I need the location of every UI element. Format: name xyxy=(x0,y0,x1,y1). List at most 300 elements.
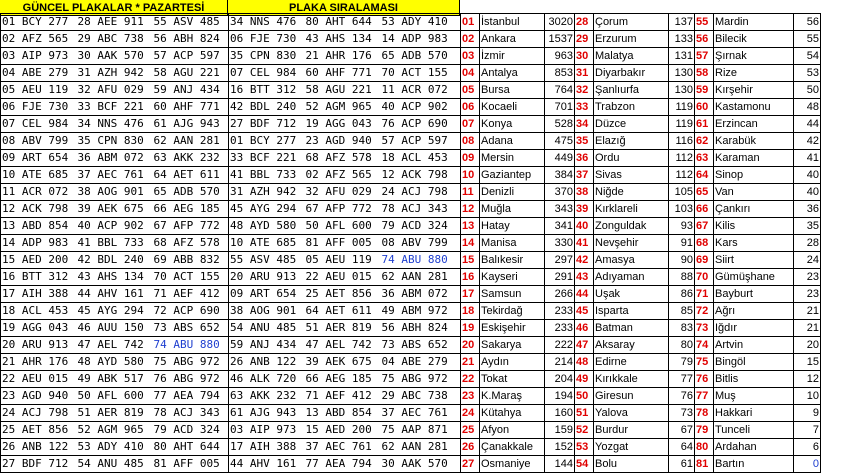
plate-count[interactable]: 103 xyxy=(669,201,695,218)
plate-cell[interactable]: 08 ABV 799 xyxy=(1,133,77,150)
plate-cell[interactable]: 36 ABM 072 xyxy=(381,286,461,303)
plate-cell[interactable]: 42 BDL 240 xyxy=(229,99,305,116)
plate-cell[interactable]: 10 ATE 685 xyxy=(229,235,305,252)
plate-count[interactable]: 112 xyxy=(669,150,695,167)
plate-count[interactable]: 77 xyxy=(669,371,695,388)
plate-cell[interactable]: 55 ASV 485 xyxy=(229,252,305,269)
plate-count[interactable]: 35 xyxy=(794,218,821,235)
plate-cell[interactable]: 41 BBL 733 xyxy=(77,235,153,252)
city-name[interactable]: Çankırı xyxy=(714,201,794,218)
city-name[interactable]: Ardahan xyxy=(714,439,794,456)
plate-cell[interactable]: 25 AET 856 xyxy=(305,286,381,303)
plate-cell[interactable]: 27 BDF 712 xyxy=(1,456,77,473)
plate-cell[interactable]: 28 AEE 911 xyxy=(77,14,153,31)
plate-count[interactable]: 42 xyxy=(794,133,821,150)
plate-cell[interactable]: 08 ABV 799 xyxy=(381,235,461,252)
plate-cell[interactable]: 40 ACP 902 xyxy=(77,218,153,235)
plate-count[interactable]: 93 xyxy=(669,218,695,235)
city-name[interactable]: Trabzon xyxy=(594,99,669,116)
plate-cell[interactable]: 61 AJG 943 xyxy=(153,116,229,133)
city-name[interactable]: İstanbul xyxy=(480,14,545,31)
plate-cell[interactable]: 72 ACP 690 xyxy=(153,303,229,320)
city-name[interactable]: Hakkari xyxy=(714,405,794,422)
plate-cell[interactable]: 07 CEL 984 xyxy=(1,116,77,133)
plate-cell[interactable]: 42 BDL 240 xyxy=(77,252,153,269)
plate-count[interactable]: 9 xyxy=(794,405,821,422)
plate-cell[interactable]: 77 AEA 794 xyxy=(153,388,229,405)
plate-count[interactable]: 50 xyxy=(794,82,821,99)
plate-cell[interactable]: 20 ARU 913 xyxy=(229,269,305,286)
plate-cell[interactable]: 33 BCF 221 xyxy=(229,150,305,167)
plate-count[interactable]: 36 xyxy=(794,201,821,218)
plate-count[interactable]: 449 xyxy=(545,150,575,167)
plate-cell[interactable]: 11 ACR 072 xyxy=(381,82,461,99)
city-name[interactable]: Siirt xyxy=(714,252,794,269)
city-name[interactable]: Bitlis xyxy=(714,371,794,388)
city-name[interactable]: Gaziantep xyxy=(480,167,545,184)
plate-cell[interactable]: 60 AHF 771 xyxy=(305,65,381,82)
plate-count[interactable]: 222 xyxy=(545,337,575,354)
plate-cell[interactable]: 57 ACP 597 xyxy=(153,48,229,65)
plate-cell[interactable]: 35 CPN 830 xyxy=(77,133,153,150)
city-name[interactable]: Denizli xyxy=(480,184,545,201)
plate-count[interactable]: 194 xyxy=(545,388,575,405)
plate-cell[interactable]: 64 AET 611 xyxy=(305,303,381,320)
plate-cell[interactable]: 32 AFU 029 xyxy=(77,82,153,99)
city-name[interactable]: Elazığ xyxy=(594,133,669,150)
city-name[interactable]: Sivas xyxy=(594,167,669,184)
city-name[interactable]: Kırıkkale xyxy=(594,371,669,388)
city-name[interactable]: Kayseri xyxy=(480,269,545,286)
plate-cell[interactable]: 56 ABH 824 xyxy=(381,320,461,337)
plate-cell[interactable]: 52 AGM 965 xyxy=(305,99,381,116)
plate-count[interactable]: 24 xyxy=(794,252,821,269)
city-name[interactable]: Osmaniye xyxy=(480,456,545,473)
plate-cell[interactable]: 74 ABU 880 xyxy=(153,337,229,354)
plate-cell[interactable]: 80 AHT 644 xyxy=(153,439,229,456)
plate-cell[interactable]: 53 ADY 410 xyxy=(77,439,153,456)
plate-count[interactable]: 7 xyxy=(794,422,821,439)
plate-count[interactable]: 88 xyxy=(669,269,695,286)
plate-cell[interactable]: 66 AEG 185 xyxy=(305,371,381,388)
city-name[interactable]: Van xyxy=(714,184,794,201)
plate-count[interactable]: 21 xyxy=(794,320,821,337)
plate-cell[interactable]: 69 ABB 832 xyxy=(153,252,229,269)
city-name[interactable]: Mersin xyxy=(480,150,545,167)
plate-cell[interactable]: 62 AAN 281 xyxy=(381,269,461,286)
plate-count[interactable]: 15 xyxy=(794,354,821,371)
plate-cell[interactable]: 57 ACP 597 xyxy=(381,133,461,150)
plate-cell[interactable]: 78 ACJ 343 xyxy=(381,201,461,218)
city-name[interactable]: Batman xyxy=(594,320,669,337)
plate-cell[interactable]: 13 ABD 854 xyxy=(305,405,381,422)
plate-count[interactable]: 233 xyxy=(545,320,575,337)
plate-cell[interactable]: 05 AEU 119 xyxy=(305,252,381,269)
plate-cell[interactable]: 50 AFL 600 xyxy=(305,218,381,235)
plate-cell[interactable]: 04 ABE 279 xyxy=(381,354,461,371)
city-name[interactable]: Malatya xyxy=(594,48,669,65)
plate-cell[interactable]: 19 AGG 043 xyxy=(1,320,77,337)
plate-count[interactable]: 79 xyxy=(669,354,695,371)
plate-count[interactable]: 40 xyxy=(794,184,821,201)
city-name[interactable]: Giresun xyxy=(594,388,669,405)
city-name[interactable]: Gümüşhane xyxy=(714,269,794,286)
plate-cell[interactable]: 10 ATE 685 xyxy=(1,167,77,184)
plate-cell[interactable]: 36 ABM 072 xyxy=(77,150,153,167)
plate-cell[interactable]: 65 ADB 570 xyxy=(381,48,461,65)
plate-count[interactable]: 214 xyxy=(545,354,575,371)
plate-cell[interactable]: 67 AFP 772 xyxy=(153,218,229,235)
plate-cell[interactable]: 70 ACT 155 xyxy=(153,269,229,286)
plate-cell[interactable]: 38 AOG 901 xyxy=(229,303,305,320)
plate-count[interactable]: 86 xyxy=(669,286,695,303)
plate-count[interactable]: 41 xyxy=(794,150,821,167)
plate-count[interactable]: 701 xyxy=(545,99,575,116)
plate-cell[interactable]: 37 AEC 761 xyxy=(381,405,461,422)
plate-count[interactable]: 23 xyxy=(794,269,821,286)
plate-cell[interactable]: 25 AET 856 xyxy=(1,422,77,439)
plate-cell[interactable]: 39 AEK 675 xyxy=(77,201,153,218)
plate-cell[interactable]: 22 AEU 015 xyxy=(1,371,77,388)
city-name[interactable]: Rize xyxy=(714,65,794,82)
plate-cell[interactable]: 37 AEC 761 xyxy=(305,439,381,456)
plate-cell[interactable]: 66 AEG 185 xyxy=(153,201,229,218)
plate-cell[interactable]: 12 ACK 798 xyxy=(1,201,77,218)
plate-cell[interactable]: 22 AEU 015 xyxy=(305,269,381,286)
city-name[interactable]: Konya xyxy=(480,116,545,133)
plate-cell[interactable]: 51 AER 819 xyxy=(305,320,381,337)
city-name[interactable]: Karabük xyxy=(714,133,794,150)
city-name[interactable]: Bilecik xyxy=(714,31,794,48)
plate-cell[interactable]: 47 AEL 742 xyxy=(77,337,153,354)
plate-count[interactable]: 384 xyxy=(545,167,575,184)
plate-cell[interactable]: 81 AFF 005 xyxy=(153,456,229,473)
plate-cell[interactable]: 43 AHS 134 xyxy=(305,31,381,48)
city-name[interactable]: Tunceli xyxy=(714,422,794,439)
plate-cell[interactable]: 79 ACD 324 xyxy=(381,218,461,235)
city-name[interactable]: Manisa xyxy=(480,235,545,252)
plate-count[interactable]: 3020 xyxy=(545,14,575,31)
plate-cell[interactable]: 14 ADP 983 xyxy=(381,31,461,48)
plate-cell[interactable]: 74 ABU 880 xyxy=(381,252,461,269)
plate-count[interactable]: 112 xyxy=(669,167,695,184)
plate-cell[interactable]: 62 AAN 281 xyxy=(381,439,461,456)
plate-cell[interactable]: 24 ACJ 798 xyxy=(1,405,77,422)
city-name[interactable]: Çorum xyxy=(594,14,669,31)
plate-count[interactable]: 963 xyxy=(545,48,575,65)
plate-count[interactable]: 370 xyxy=(545,184,575,201)
plate-count[interactable]: 130 xyxy=(669,82,695,99)
city-name[interactable]: Artvin xyxy=(714,337,794,354)
city-name[interactable]: Kütahya xyxy=(480,405,545,422)
plate-cell[interactable]: 59 ANJ 434 xyxy=(229,337,305,354)
city-name[interactable]: Kırklareli xyxy=(594,201,669,218)
plate-count[interactable]: 76 xyxy=(669,388,695,405)
city-name[interactable]: Bingöl xyxy=(714,354,794,371)
plate-cell[interactable]: 02 AFZ 565 xyxy=(305,167,381,184)
plate-cell[interactable]: 48 AYD 580 xyxy=(229,218,305,235)
plate-count[interactable]: 297 xyxy=(545,252,575,269)
plate-count[interactable]: 528 xyxy=(545,116,575,133)
plate-count[interactable]: 73 xyxy=(669,405,695,422)
city-name[interactable]: Tokat xyxy=(480,371,545,388)
plate-cell[interactable]: 03 AIP 973 xyxy=(229,422,305,439)
plate-cell[interactable]: 49 ABK 517 xyxy=(77,371,153,388)
plate-cell[interactable]: 23 AGD 940 xyxy=(1,388,77,405)
plate-count[interactable]: 56 xyxy=(794,14,821,31)
plate-cell[interactable]: 14 ADP 983 xyxy=(1,235,77,252)
plate-cell[interactable]: 53 ADY 410 xyxy=(381,14,461,31)
plate-cell[interactable]: 75 AAP 871 xyxy=(381,422,461,439)
plate-cell[interactable]: 27 BDF 712 xyxy=(229,116,305,133)
plate-cell[interactable]: 29 ABC 738 xyxy=(77,31,153,48)
city-name[interactable]: Nevşehir xyxy=(594,235,669,252)
city-name[interactable]: Zonguldak xyxy=(594,218,669,235)
city-name[interactable]: Kilis xyxy=(714,218,794,235)
plate-cell[interactable]: 35 CPN 830 xyxy=(229,48,305,65)
plate-cell[interactable]: 39 AEK 675 xyxy=(305,354,381,371)
plate-cell[interactable]: 45 AYG 294 xyxy=(77,303,153,320)
plate-cell[interactable]: 29 ABC 738 xyxy=(381,388,461,405)
plate-cell[interactable]: 51 AER 819 xyxy=(77,405,153,422)
plate-cell[interactable]: 71 AEF 412 xyxy=(153,286,229,303)
city-name[interactable]: Şanlıurfa xyxy=(594,82,669,99)
plate-cell[interactable]: 18 ACL 453 xyxy=(1,303,77,320)
city-name[interactable]: Sakarya xyxy=(480,337,545,354)
city-name[interactable]: Muğla xyxy=(480,201,545,218)
plate-cell[interactable]: 58 AGU 221 xyxy=(153,65,229,82)
plate-cell[interactable]: 76 ACP 690 xyxy=(381,116,461,133)
plate-cell[interactable]: 04 ABE 279 xyxy=(1,65,77,82)
plate-cell[interactable]: 21 AHR 176 xyxy=(1,354,77,371)
city-name[interactable]: Eskişehir xyxy=(480,320,545,337)
city-name[interactable]: Şırnak xyxy=(714,48,794,65)
plate-cell[interactable]: 43 AHS 134 xyxy=(77,269,153,286)
plate-count[interactable]: 130 xyxy=(669,65,695,82)
plate-cell[interactable]: 34 NNS 476 xyxy=(229,14,305,31)
city-name[interactable]: Erzincan xyxy=(714,116,794,133)
plate-count[interactable]: 131 xyxy=(669,48,695,65)
plate-count[interactable]: 12 xyxy=(794,371,821,388)
plate-cell[interactable]: 30 AAK 570 xyxy=(381,456,461,473)
plate-cell[interactable]: 05 AEU 119 xyxy=(1,82,77,99)
plate-count[interactable]: 83 xyxy=(669,320,695,337)
plate-count[interactable]: 23 xyxy=(794,286,821,303)
plate-cell[interactable]: 26 ANB 122 xyxy=(229,354,305,371)
plate-cell[interactable]: 68 AFZ 578 xyxy=(153,235,229,252)
city-name[interactable]: Kars xyxy=(714,235,794,252)
plate-count[interactable]: 20 xyxy=(794,337,821,354)
plate-cell[interactable]: 55 ASV 485 xyxy=(153,14,229,31)
plate-count[interactable]: 28 xyxy=(794,235,821,252)
plate-cell[interactable]: 15 AED 200 xyxy=(1,252,77,269)
city-name[interactable]: Aksaray xyxy=(594,337,669,354)
city-name[interactable]: Diyarbakır xyxy=(594,65,669,82)
plate-cell[interactable]: 26 ANB 122 xyxy=(1,439,77,456)
plate-count[interactable]: 266 xyxy=(545,286,575,303)
plate-count[interactable]: 133 xyxy=(669,31,695,48)
city-name[interactable]: Iğdır xyxy=(714,320,794,337)
plate-count[interactable]: 90 xyxy=(669,252,695,269)
plate-cell[interactable]: 19 AGG 043 xyxy=(305,116,381,133)
city-name[interactable]: Balıkesir xyxy=(480,252,545,269)
plate-cell[interactable]: 50 AFL 600 xyxy=(77,388,153,405)
city-name[interactable]: Adana xyxy=(480,133,545,150)
plate-cell[interactable]: 32 AFU 029 xyxy=(305,184,381,201)
city-name[interactable]: Ankara xyxy=(480,31,545,48)
plate-cell[interactable]: 03 AIP 973 xyxy=(1,48,77,65)
city-name[interactable]: Çanakkale xyxy=(480,439,545,456)
plate-count[interactable]: 160 xyxy=(545,405,575,422)
city-name[interactable]: Niğde xyxy=(594,184,669,201)
plate-count[interactable]: 233 xyxy=(545,303,575,320)
plate-cell[interactable]: 58 AGU 221 xyxy=(305,82,381,99)
plate-count[interactable]: 53 xyxy=(794,65,821,82)
plate-cell[interactable]: 48 AYD 580 xyxy=(77,354,153,371)
plate-cell[interactable]: 45 AYG 294 xyxy=(229,201,305,218)
plate-cell[interactable]: 59 ANJ 434 xyxy=(153,82,229,99)
plate-cell[interactable]: 31 AZH 942 xyxy=(229,184,305,201)
plate-cell[interactable]: 76 ABG 972 xyxy=(153,371,229,388)
plate-count[interactable]: 48 xyxy=(794,99,821,116)
plate-cell[interactable]: 41 BBL 733 xyxy=(229,167,305,184)
plate-count[interactable]: 343 xyxy=(545,201,575,218)
plate-cell[interactable]: 13 ABD 854 xyxy=(1,218,77,235)
plate-cell[interactable]: 60 AHF 771 xyxy=(153,99,229,116)
city-name[interactable]: Edirne xyxy=(594,354,669,371)
plate-count[interactable]: 54 xyxy=(794,48,821,65)
city-name[interactable]: Antalya xyxy=(480,65,545,82)
plate-cell[interactable]: 11 ACR 072 xyxy=(1,184,77,201)
plate-cell[interactable]: 40 ACP 902 xyxy=(381,99,461,116)
plate-cell[interactable]: 70 ACT 155 xyxy=(381,65,461,82)
plate-cell[interactable]: 18 ACL 453 xyxy=(381,150,461,167)
city-name[interactable]: Kastamonu xyxy=(714,99,794,116)
plate-count[interactable]: 764 xyxy=(545,82,575,99)
plate-count[interactable]: 21 xyxy=(794,303,821,320)
plate-count[interactable]: 1537 xyxy=(545,31,575,48)
plate-cell[interactable]: 67 AFP 772 xyxy=(305,201,381,218)
plate-count[interactable]: 40 xyxy=(794,167,821,184)
plate-cell[interactable]: 46 AUU 150 xyxy=(77,320,153,337)
city-name[interactable]: Kocaeli xyxy=(480,99,545,116)
plate-cell[interactable]: 38 AOG 901 xyxy=(77,184,153,201)
plate-count[interactable]: 119 xyxy=(669,99,695,116)
city-name[interactable]: Bartın xyxy=(714,456,794,473)
plate-cell[interactable]: 61 AJG 943 xyxy=(229,405,305,422)
city-name[interactable]: Bolu xyxy=(594,456,669,473)
plate-cell[interactable]: 30 AAK 570 xyxy=(77,48,153,65)
plate-cell[interactable]: 23 AGD 940 xyxy=(305,133,381,150)
city-name[interactable]: Adıyaman xyxy=(594,269,669,286)
city-name[interactable]: Bursa xyxy=(480,82,545,99)
plate-cell[interactable]: 33 BCF 221 xyxy=(77,99,153,116)
plate-cell[interactable]: 31 AZH 942 xyxy=(77,65,153,82)
plate-cell[interactable]: 16 BTT 312 xyxy=(1,269,77,286)
plate-cell[interactable]: 62 AAN 281 xyxy=(153,133,229,150)
city-name[interactable]: Aydın xyxy=(480,354,545,371)
plate-cell[interactable]: 20 ARU 913 xyxy=(1,337,77,354)
plate-count[interactable]: 152 xyxy=(545,439,575,456)
city-name[interactable]: Burdur xyxy=(594,422,669,439)
plate-count[interactable]: 853 xyxy=(545,65,575,82)
plate-cell[interactable]: 17 AIH 388 xyxy=(229,439,305,456)
plate-count[interactable]: 105 xyxy=(669,184,695,201)
plate-cell[interactable]: 44 AHV 161 xyxy=(229,456,305,473)
city-name[interactable]: İzmir xyxy=(480,48,545,65)
plate-count[interactable]: 144 xyxy=(545,456,575,473)
plate-count[interactable]: 44 xyxy=(794,116,821,133)
plate-cell[interactable]: 06 FJE 730 xyxy=(1,99,77,116)
plate-count[interactable]: 10 xyxy=(794,388,821,405)
plate-count[interactable]: 291 xyxy=(545,269,575,286)
plate-cell[interactable]: 06 FJE 730 xyxy=(229,31,305,48)
plate-count[interactable]: 137 xyxy=(669,14,695,31)
city-name[interactable]: Afyon xyxy=(480,422,545,439)
city-name[interactable]: Mardin xyxy=(714,14,794,31)
plate-cell[interactable]: 12 ACK 798 xyxy=(381,167,461,184)
plate-count[interactable]: 119 xyxy=(669,116,695,133)
plate-cell[interactable]: 54 ANU 485 xyxy=(229,320,305,337)
plate-cell[interactable]: 63 AKK 232 xyxy=(153,150,229,167)
city-name[interactable]: Erzurum xyxy=(594,31,669,48)
city-name[interactable]: Tekirdağ xyxy=(480,303,545,320)
plate-cell[interactable]: 01 BCY 277 xyxy=(1,14,77,31)
plate-cell[interactable]: 71 AEF 412 xyxy=(305,388,381,405)
plate-count[interactable]: 64 xyxy=(669,439,695,456)
plate-cell[interactable]: 09 ART 654 xyxy=(1,150,77,167)
plate-cell[interactable]: 64 AET 611 xyxy=(153,167,229,184)
plate-cell[interactable]: 79 ACD 324 xyxy=(153,422,229,439)
plate-cell[interactable]: 07 CEL 984 xyxy=(229,65,305,82)
city-name[interactable]: Hatay xyxy=(480,218,545,235)
plate-cell[interactable]: 24 ACJ 798 xyxy=(381,184,461,201)
plate-count[interactable]: 67 xyxy=(669,422,695,439)
city-name[interactable]: Kırşehir xyxy=(714,82,794,99)
plate-cell[interactable]: 78 ACJ 343 xyxy=(153,405,229,422)
city-name[interactable]: Isparta xyxy=(594,303,669,320)
city-name[interactable]: Amasya xyxy=(594,252,669,269)
plate-cell[interactable]: 63 AKK 232 xyxy=(229,388,305,405)
plate-cell[interactable]: 09 ART 654 xyxy=(229,286,305,303)
city-name[interactable]: Düzce xyxy=(594,116,669,133)
plate-count[interactable]: 55 xyxy=(794,31,821,48)
plate-cell[interactable]: 52 AGM 965 xyxy=(77,422,153,439)
plate-cell[interactable]: 73 ABS 652 xyxy=(381,337,461,354)
city-name[interactable]: Ağrı xyxy=(714,303,794,320)
plate-count[interactable]: 91 xyxy=(669,235,695,252)
plate-count[interactable]: 204 xyxy=(545,371,575,388)
plate-count[interactable]: 341 xyxy=(545,218,575,235)
plate-count[interactable]: 85 xyxy=(669,303,695,320)
city-name[interactable]: Uşak xyxy=(594,286,669,303)
city-name[interactable]: Yozgat xyxy=(594,439,669,456)
plate-cell[interactable]: 37 AEC 761 xyxy=(77,167,153,184)
plate-cell[interactable]: 81 AFF 005 xyxy=(305,235,381,252)
plate-cell[interactable]: 75 ABG 972 xyxy=(381,371,461,388)
city-name[interactable]: Samsun xyxy=(480,286,545,303)
plate-count[interactable]: 159 xyxy=(545,422,575,439)
plate-cell[interactable]: 49 ABM 972 xyxy=(381,303,461,320)
plate-count[interactable]: 116 xyxy=(669,133,695,150)
plate-cell[interactable]: 47 AEL 742 xyxy=(305,337,381,354)
plate-count[interactable]: 61 xyxy=(669,456,695,473)
plate-cell[interactable]: 02 AFZ 565 xyxy=(1,31,77,48)
plate-cell[interactable]: 21 AHR 176 xyxy=(305,48,381,65)
plate-cell[interactable]: 01 BCY 277 xyxy=(229,133,305,150)
plate-cell[interactable]: 75 ABG 972 xyxy=(153,354,229,371)
city-name[interactable]: Bayburt xyxy=(714,286,794,303)
